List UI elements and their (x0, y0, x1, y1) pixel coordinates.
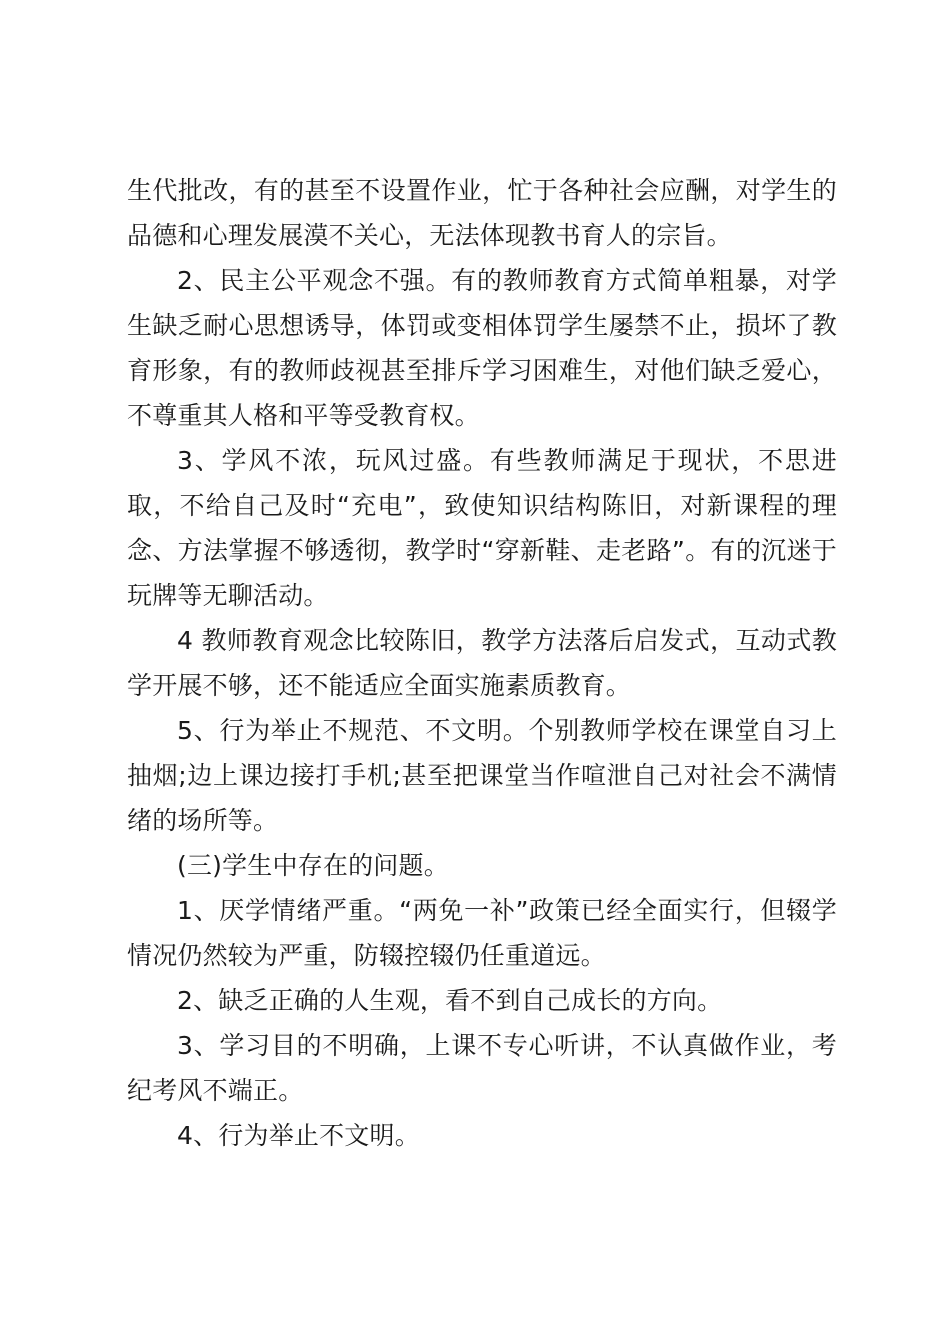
paragraph-student-issue-1: 1、厌学情绪严重。“两免一补”政策已经全面实行，但辍学情况仍然较为严重，防辍控辍仍任重道远。 (127, 896, 837, 970)
paragraph-student-issue-3: 3、学习目的不明确，上课不专心听讲，不认真做作业，考纪考风不端正。 (127, 1031, 837, 1105)
paragraph-student-issue-4: 4、行为举止不文明。 (177, 1121, 420, 1150)
paragraph-continuation: 生代批改，有的甚至不设置作业，忙于各种社会应酬，对学生的品德和心理发展漠不关心，无法体现教书育人的宗旨。 (127, 176, 837, 250)
paragraph-student-issue-2: 2、缺乏正确的人生观，看不到自己成长的方向。 (177, 986, 723, 1015)
paragraph-teacher-issue-3: 3、学风不浓，玩风过盛。有些教师满足于现状，不思进取，不给自己及时“充电”，致使知识结构陈旧，对新课程的理念、方法掌握不够透彻，教学时“穿新鞋、走老路”。有的沉迷于玩牌等无聊活动。 (127, 446, 837, 610)
document-body (127, 168, 837, 1158)
paragraph-teacher-issue-5: 5、行为举止不规范、不文明。个别教师学校在课堂自习上抽烟;边上课边接打手机;甚至把课堂当作喧泄自己对社会不满情绪的场所等。 (127, 716, 837, 835)
paragraph-teacher-issue-4: 4 教师教育观念比较陈旧，教学方法落后启发式，互动式教学开展不够，还不能适应全面实施素质教育。 (127, 626, 837, 700)
section-heading-student-issues: (三)学生中存在的问题。 (177, 851, 449, 880)
paragraph-teacher-issue-2: 2、民主公平观念不强。有的教师教育方式简单粗暴，对学生缺乏耐心思想诱导，体罚或变相体罚学生屡禁不止，损坏了教育形象，有的教师歧视甚至排斥学习困难生，对他们缺乏爱心，不尊重其人格和平等受教育权。 (127, 266, 837, 430)
